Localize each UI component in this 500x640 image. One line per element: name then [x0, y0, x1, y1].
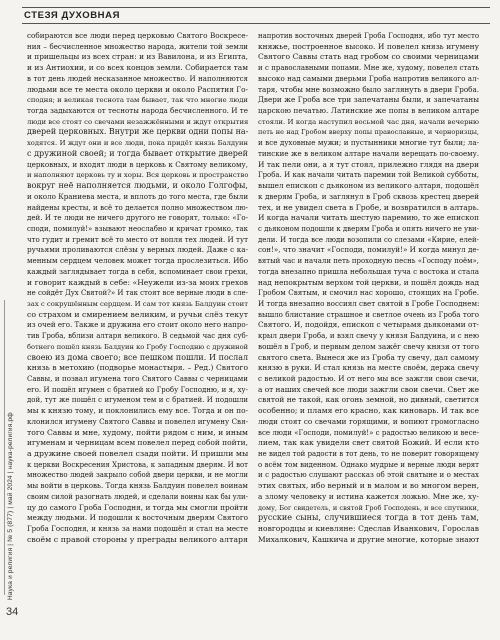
- text-line: новгородцы и киевляне: Сдеслав Иванкович, Горослав: [258, 524, 479, 534]
- text-line: ния – бесчисленное множество народа, жители той земли: [27, 41, 248, 51]
- text-line: вошёл в Гроб, и первым делом зажёг свечу князя от того: [258, 341, 479, 351]
- text-line: Саввы, и позвал игумена того Святого Саввы с черницами: [27, 374, 248, 383]
- text-line: тех, и не увидел света в Гробе, и возвратился в алтарь.: [258, 202, 479, 212]
- text-line: менным сердцем человек может тогда прослезиться. Ибо: [27, 256, 248, 266]
- section-header-bar: [22, 7, 490, 24]
- text-line: тогда задыхаются от тесноты народа бесчисленного. И те: [27, 106, 248, 116]
- text-line: к церкви Воскресения Христова, к западным дверям. И вот: [27, 460, 248, 469]
- text-line: все люди «Господи, помилуй!» с радостью великою и весе-: [258, 427, 479, 437]
- text-line: таря, чтобы мне возможно было заглянуть в двери Гроба.: [258, 84, 479, 94]
- text-line: тинские же в великом алтаре начали верещать по-своему.: [258, 148, 479, 158]
- text-line: найдены кресты, и всё то делается полно множеством лю-: [27, 202, 248, 212]
- page-number: 34: [6, 606, 19, 618]
- text-line: и пришельцы из всех стран: и из Вавилона, и из Египта,: [27, 52, 248, 62]
- text-line: людьми все те места около церкви и около Распятия Го-: [27, 84, 248, 94]
- text-line: с дьяконом подошли к дверям Гроба и опять ничего не уви-: [258, 224, 479, 233]
- text-line: каждый заглядывает тогда в себя, вспоминает свои грехи,: [27, 266, 248, 276]
- text-line: петь не над Гробом вверху попы православные, и черноризцы,: [258, 128, 479, 137]
- article-column-right: [258, 31, 479, 546]
- sidebar-divider: [4, 300, 5, 595]
- text-line: мы к князю тому, и поклонились ему все. Тогда и он по-: [27, 406, 248, 416]
- text-line: княжье, построенное высоко. И повелел князь игумену: [258, 41, 479, 51]
- text-line: Гробом Святым, и смочил нас хорошо, стоящих на Гробе.: [258, 288, 479, 298]
- text-line: к дверям Гроба, и заглянул в Гроб сквозь крестец дверей: [258, 191, 479, 201]
- text-line: вокруг неё наполняется людьми, и около Голгофы,: [27, 181, 248, 191]
- text-line: Святого. И, подойдя, епископ с четырьмя дьяконами от-: [258, 320, 479, 330]
- text-line: со страхом и смирением великим, и ручьи слёз текут: [27, 309, 248, 319]
- text-line: того Саввы и мне, худому, пойти рядом с ним, и иным: [27, 427, 248, 437]
- text-line: князь в метохию (подворье монастыря. – Ред.) Святого: [27, 363, 248, 373]
- text-line: святой не такой, как огонь земной, но дивный, светится: [258, 395, 479, 405]
- text-line: о всём том виденном. Однако мудрые и верные люди верят: [258, 460, 479, 469]
- text-line: а дружине своей повелел сзади пойти. И пришли мы: [27, 449, 248, 459]
- text-line: высоко над самыми дверьми Гроба напротив великого ал-: [258, 73, 479, 83]
- text-line: дели. И тогда все люди возопили со слезами «Кирие, елей-: [258, 235, 479, 244]
- text-line: не сойдёт Дух Святой?» И так стоят все верные люди в сле-: [27, 289, 248, 298]
- text-line: дой, тут же пошёл с игуменом тем и с братией. И подошли: [27, 396, 248, 405]
- text-line: множество людей закрыло собой двери церкви, и не могли: [27, 471, 248, 480]
- text-line: крыл двери Гроба, и взял свечу у князя Балдуина, и с нею: [258, 331, 479, 341]
- text-line: лием, так как увидели свет святой Божий. И если кто: [258, 438, 479, 448]
- text-line: и из Антиохии, и со всех концов земли. Собирается там: [27, 63, 248, 73]
- text-line: этих святых, ибо верный и в малом и во многом верен,: [258, 481, 479, 491]
- text-line: зах с сокрушённым сердцем. И сам тот князь Балдуин стоит: [27, 299, 248, 308]
- text-line: сподня; и великая теснота там бывает, так что многие люди: [27, 96, 248, 105]
- text-line: собираются все люди перед церковью Святого Воскресе-: [27, 31, 248, 40]
- article-column-left: [27, 31, 248, 546]
- text-line: с дружиной своей; и тогда бывает открытие дверей: [27, 148, 248, 158]
- text-line: и с православными попами. Мне же, худому, повелел стать: [258, 64, 479, 73]
- text-line: и говорит каждый в себе: «Неужели из-за моих грехов: [27, 277, 248, 287]
- text-line: споди, помилуй!» взывают неослабно и кричат громко, так: [27, 224, 248, 233]
- text-line: царскою печатью. Латинские же попы в великом алтаре: [258, 106, 479, 116]
- text-line: его. И пошёл игумен с братией ко Гробу Господню, и я, ху-: [27, 385, 248, 394]
- text-line: между людьми. И подошли к восточным дверям Святого: [27, 513, 248, 523]
- text-line: мы войти в церковь. Тогда князь Балдуин повелел воинам: [27, 481, 248, 491]
- text-line: дверей церковных. Внутри же церкви одни попы на-: [27, 127, 248, 137]
- text-line: вышел епископ с дьяконом из великого алтаря, подошёл: [258, 181, 479, 191]
- text-line: Михалкович, Кашкича и другие многие, которые знают: [258, 534, 479, 544]
- text-line: И так пели они, а я тут стоял, прилежно глядя на двери: [258, 159, 479, 169]
- text-line: Гроба Господня, и князь за нами подошёл и стал на месте: [27, 524, 248, 534]
- text-line: из очей его. Также и дружина его стоит около него напро-: [27, 320, 248, 330]
- text-line: игуменам и черницам всем повелел перед собой пойти,: [27, 438, 248, 448]
- text-line: дей. И те люди не ничего другого не говорят, только: «Го-: [27, 213, 248, 223]
- text-line: Двери же Гроба все три запечатаны были, и запечатаны: [258, 95, 479, 105]
- text-line: не видел той радости в тот день, то не поверит говорящему: [258, 450, 479, 459]
- text-line: стояли. И когда наступил восьмой час дня, начали вечерню: [258, 117, 479, 126]
- text-line: ботнего пошёл князь Балдуин ко Гробу Господню с дружиной: [27, 342, 248, 351]
- text-line: вятый час и начали петь проходную песнь «Господу поём»,: [258, 257, 479, 266]
- text-line: церковных, и входят люди в церковь к Святому великому,: [27, 159, 248, 169]
- text-line: с великой радостью. И от него мы все зажгли свои свечи,: [258, 374, 479, 383]
- text-line: а от наших свечей все люди зажгли свои свечи. Свет же: [258, 384, 479, 394]
- text-line: и с радостью слушают рассказ об этой святыне и о местах: [258, 470, 479, 480]
- text-line: напротив восточных дверей Гроба Господня, ибо тут место: [258, 32, 479, 40]
- text-line: Святого Саввы стать над гробом со своими черницами: [258, 52, 479, 62]
- text-line: цу до самого Гроба Господня, и тогда мы смогли пройти: [27, 502, 248, 512]
- text-line: а злому человеку и истина кажется ложью. Мне же, ху-: [258, 491, 479, 501]
- text-line: и около Краниева места, и вплоть до того места, где были: [27, 191, 248, 201]
- text-line: люди все стоят со свечами незажжёнными и ждут открытия: [27, 117, 248, 126]
- text-line: своею из дома своего; все пешком пошли. И послал: [27, 352, 248, 362]
- text-line: ходятся. И ждут они и все люди, пока придёт князь Балдуин: [27, 139, 248, 148]
- text-line: и наполняют церковь ту и хоры. Вся церковь и пространство: [27, 171, 248, 180]
- journal-info-line: Наука и религия | № 5 (877) | май 2024 | наука-религия.рф: [7, 412, 14, 600]
- text-line: И когда начали читать шестую паремию, то же епископ: [258, 213, 479, 223]
- text-line: вышло блистание страшное и светлое очень из Гроба того: [258, 309, 479, 319]
- text-line: в тот день людей несказанное множество. И наполняются: [27, 73, 248, 83]
- text-line: князю в руки. И стал князь на месте своём, держа свечу: [258, 363, 479, 373]
- text-line: тив Гроба, вблизи алтаря великого. В седьмой час дня суб-: [27, 332, 248, 341]
- text-line: и все духовные мужи; и пустынники многие тут были; ла-: [258, 138, 479, 148]
- text-line: дому, Бог свидетель, и святой Гроб Господень, и все спутники,: [258, 503, 479, 512]
- text-line: русские сыны, случившиеся тогда в тот день там,: [258, 513, 479, 523]
- text-line: Гроба. И как начали читать паремии той Великой субботы,: [258, 171, 479, 180]
- text-line: святого света. Вынеся же из Гроба ту свечу, дал самому: [258, 352, 479, 362]
- text-line: своём с правой стороны у преграды великого алтаря: [27, 534, 248, 544]
- text-line: ручьями проливаются слёзы у верных людей. Даже с ка-: [27, 245, 248, 255]
- text-line: клонился игумену Святого Саввы и повелел игумену Свя-: [27, 416, 248, 426]
- text-line: особенно; и пламя его красно, как киноварь. И так все: [258, 406, 479, 416]
- section-title: СТЕЗЯ ДУХОВНАЯ: [24, 10, 121, 21]
- text-line: своим силой разогнать людей, и сделали воины как бы ули-: [27, 492, 248, 501]
- text-line: люди стоят со свечами горящими, и вопиют громогласно: [258, 416, 479, 426]
- text-line: И тогда внезапно воссиял свет святой в Гробе Господнем:: [258, 298, 479, 308]
- text-line: сон!», что значит «Господи, помилуй!» И когда минул де-: [258, 245, 479, 255]
- text-line: над непокрытым верхом той церкви, и пошёл дождь над: [258, 277, 479, 287]
- text-line: тогда внезапно пришла небольшая туча с востока и стала: [258, 266, 479, 276]
- text-line: что гудит и гремит всё то место от вопля тех людей. И тут: [27, 234, 248, 244]
